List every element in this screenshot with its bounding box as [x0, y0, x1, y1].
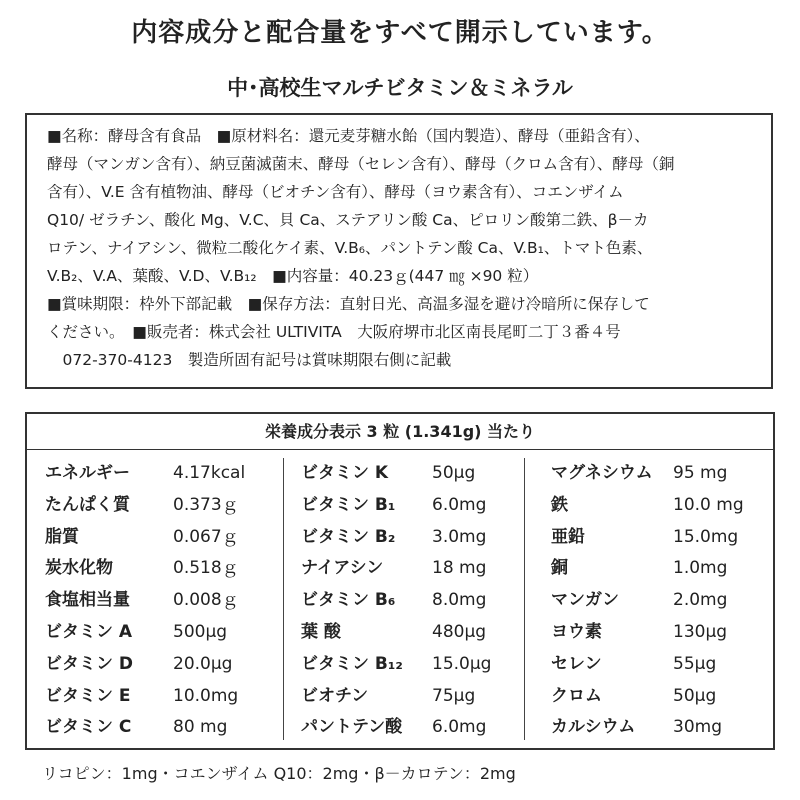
- nutrient-name: ヨウ素: [551, 622, 602, 642]
- nutrient-name: ビオチン: [301, 686, 369, 706]
- nutrient-name: パントテン酸: [301, 717, 403, 737]
- nutrient-name: 葉 酸: [301, 622, 341, 642]
- column-divider: [524, 458, 525, 740]
- nutrient-value: 15.0μg: [432, 654, 492, 674]
- nutrient-value: 6.0mg: [432, 717, 487, 737]
- info-line: 酵母（マンガン含有）、納豆菌滅菌末、酵母（セレン含有）、酵母（クロム含有）、酵母（銅: [47, 155, 675, 173]
- info-line: 含有）、V.E 含有植物油、酵母（ビオチン含有）、酵母（ヨウ素含有）、コエンザイム: [47, 183, 624, 201]
- nutrient-value: 3.0mg: [432, 527, 487, 547]
- info-line: ください。 ■販売者：株式会社 ULTIVITA 大阪府堺市北区南長尾町二丁３番４号: [47, 323, 621, 341]
- nutrient-name: ビタミン B₆: [301, 590, 396, 610]
- nutrient-name: 食塩相当量: [45, 590, 130, 610]
- nutrient-name: ナイアシン: [301, 558, 384, 578]
- nutrient-value: 8.0mg: [432, 590, 487, 610]
- nutrient-name: ビタミン K: [301, 463, 389, 483]
- nutrient-name: ビタミン E: [45, 686, 131, 706]
- nutrient-value: 0.373ｇ: [173, 495, 239, 515]
- nutrient-value: 75μg: [432, 686, 476, 706]
- nutrient-name: ビタミン A: [45, 622, 133, 642]
- nutrient-value: 130μg: [673, 622, 728, 642]
- nutrient-name: マンガン: [551, 590, 619, 610]
- nutrient-name: 亜鉛: [551, 527, 585, 547]
- product-info-box: [25, 113, 773, 389]
- nutrient-name: ビタミン C: [45, 717, 132, 737]
- info-line: ロテン、ナイアシン、微粒二酸化ケイ素、V.B₆、パントテン酸 Ca、V.B₁、トマト色素、: [47, 239, 653, 257]
- info-line: ■名称：酵母含有食品 ■原材料名：還元麦芽糖水飴（国内製造）、酵母（亜鉛含有）、: [47, 127, 650, 145]
- nutrient-value: 10.0mg: [173, 686, 239, 706]
- nutrient-value: 80 mg: [173, 717, 228, 737]
- nutrient-value: 0.008ｇ: [173, 590, 239, 610]
- nutrient-value: 20.0μg: [173, 654, 233, 674]
- nutrient-name: ビタミン B₁: [301, 495, 396, 515]
- nutrient-value: 2.0mg: [673, 590, 728, 610]
- nutrient-value: 95 mg: [673, 463, 728, 483]
- nutrient-name: セレン: [551, 654, 602, 674]
- nutrition-title: 栄養成分表示 3 粒 (1.341g) 当たり: [27, 414, 773, 450]
- info-line: Q10/ ゼラチン、酸化 Mg、V.C、貝 Ca、ステアリン酸 Ca、ピロリン酸第二鉄、β－カ: [47, 211, 649, 229]
- nutrition-table: [25, 412, 775, 750]
- nutrient-name: たんぱく質: [45, 495, 130, 515]
- nutrient-value: 0.067ｇ: [173, 527, 239, 547]
- nutrient-name: 炭水化物: [45, 558, 113, 578]
- nutrient-name: ビタミン B₂: [301, 527, 396, 547]
- nutrient-name: カルシウム: [551, 717, 636, 737]
- nutrient-value: 18 mg: [432, 558, 487, 578]
- nutrient-name: 鉄: [551, 495, 568, 515]
- info-line: V.B₂、V.A、葉酸、V.D、V.B₁₂ ■内容量：40.23ｇ(447 ㎎ ×90 粒）: [47, 267, 539, 285]
- footnote: リコピン：1mg・コエンザイム Q10：2mg・β－カロテン：2mg: [42, 764, 516, 783]
- nutrient-value: 55μg: [673, 654, 717, 674]
- product-name: 中･高校生マルチビタミン＆ミネラル: [227, 76, 573, 100]
- nutrient-name: クロム: [551, 686, 602, 706]
- info-line: ■賞味期限：枠外下部記載 ■保存方法：直射日光、高温多湿を避け冷暗所に保存して: [47, 295, 650, 313]
- info-line: 072-370-4123 製造所固有記号は賞味期限右側に記載: [47, 351, 452, 369]
- nutrient-value: 50μg: [432, 463, 476, 483]
- nutrient-value: 30mg: [673, 717, 722, 737]
- nutrient-name: エネルギー: [45, 463, 130, 483]
- nutrient-value: 10.0 mg: [673, 495, 744, 515]
- nutrient-value: 15.0mg: [673, 527, 739, 547]
- headline: 内容成分と配合量をすべて開示しています。: [131, 18, 669, 48]
- nutrient-name: 脂質: [45, 527, 79, 547]
- nutrient-name: ビタミン B₁₂: [301, 654, 403, 674]
- nutrient-name: マグネシウム: [551, 463, 653, 483]
- nutrient-value: 0.518ｇ: [173, 558, 239, 578]
- nutrient-value: 50μg: [673, 686, 717, 706]
- nutrient-value: 500μg: [173, 622, 228, 642]
- nutrient-name: ビタミン D: [45, 654, 134, 674]
- nutrient-value: 6.0mg: [432, 495, 487, 515]
- column-divider: [283, 458, 284, 740]
- nutrient-value: 1.0mg: [673, 558, 728, 578]
- nutrient-value: 4.17kcal: [173, 463, 246, 483]
- nutrient-value: 480μg: [432, 622, 487, 642]
- nutrient-name: 銅: [551, 558, 568, 578]
